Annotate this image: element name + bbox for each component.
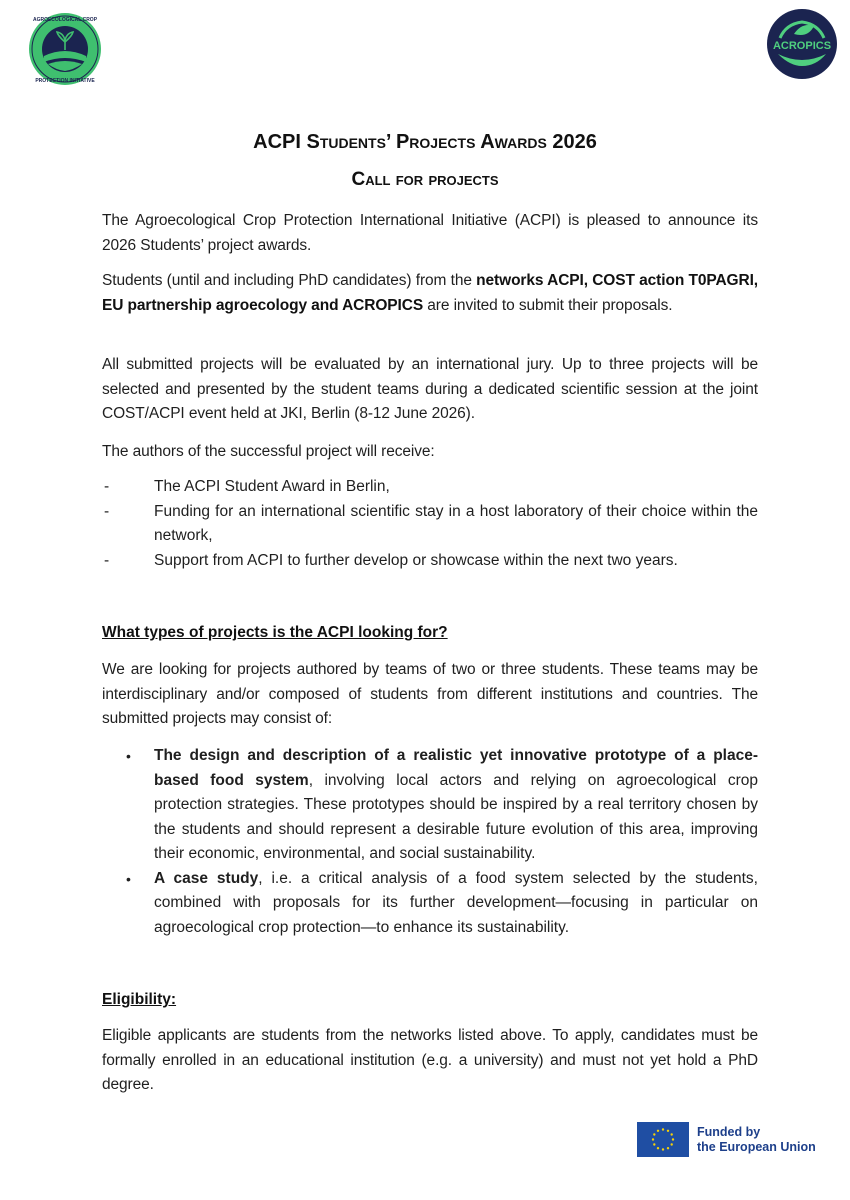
item-text: , i.e. a critical analysis of a food system selected by the students, combined with proposals for its further development—focusing in particular on agroecological crop protection—to enhance its sustainability.: [154, 869, 758, 936]
funding-line: the European Union: [697, 1139, 816, 1154]
dash-marker: -: [104, 478, 110, 495]
list-item: [102, 475, 758, 500]
rewards-intro: The authors of the successful project will receive:: [102, 443, 435, 460]
list-item-text: The ACPI Student Award in Berlin,: [154, 478, 390, 495]
text: are invited to submit their proposals.: [423, 296, 673, 314]
section-heading-eligibility: Eligibility:: [102, 991, 177, 1008]
eu-funding-badge: [637, 1122, 816, 1157]
list-item: [102, 549, 758, 574]
leaf-hand-icon: [766, 8, 838, 80]
funding-line: Funded by: [697, 1124, 761, 1139]
section-heading-project-types: What types of projects is the ACPI looking for?: [102, 624, 448, 641]
title-part: 2026: [552, 131, 597, 153]
text: Students (until and including PhD candidates) from the: [102, 272, 477, 289]
list-item: [102, 500, 758, 549]
intro-paragraph: The Agroecological Crop Protection International Initiative (ACPI) is pleased to announce its 2026 Students’ project awards.: [102, 212, 758, 254]
eligible-networks-paragraph: [102, 269, 758, 318]
title-part: ACPI: [253, 131, 307, 153]
dash-marker: -: [104, 502, 110, 520]
networks-bold: networks ACPI, COST action T0PAGRI, EU partnership agroecology and ACROPICS: [102, 272, 758, 314]
project-types-list: [102, 744, 758, 940]
jury-paragraph: All submitted projects will be evaluated by an international jury. Up to three projects will be selected and presented by the student teams during a dedicated scientific session at the joint COST/ACPI event held at JKI, Berlin (8-12 June 2026).: [102, 356, 758, 422]
svg-text:ACROPICS: ACROPICS: [772, 40, 832, 52]
bullet-marker: •: [126, 748, 131, 764]
leaf-sprout-icon: [28, 12, 102, 86]
project-types-intro: We are looking for projects authored by teams of two or three students. These teams may be interdisciplinary and/or composed of students from different institutions and countries. The submitted projects may consist of:: [102, 661, 758, 727]
rewards-list: [102, 475, 758, 573]
acpi-initiative-logo: [28, 12, 102, 86]
list-item-text: Support from ACPI to further develop or showcase within the next two years.: [154, 551, 678, 569]
svg-text:PROTECTION INITIATIVE: PROTECTION INITIATIVE: [35, 78, 95, 84]
list-item-text: Funding for an international scientific stay in a host laboratory of their choice within the network,: [154, 502, 758, 544]
svg-text:AGROECOLOGICAL CROP: AGROECOLOGICAL CROP: [32, 17, 98, 23]
title-part: Projects: [395, 131, 481, 153]
bullet-marker: •: [126, 870, 131, 887]
eligibility-paragraph: Eligible applicants are students from the networks listed above. To apply, candidates must be formally enrolled in an educational institution (e.g. a university) and must not yet hold a PhD degree.: [102, 1027, 758, 1093]
dash-marker: -: [104, 551, 110, 569]
eu-funding-text: [697, 1125, 816, 1155]
acropics-logo: [766, 8, 838, 80]
document-subtitle: Call for projects: [351, 169, 499, 190]
title-part: Students’: [306, 131, 396, 153]
item-text: , involving local actors and relying on agroecological crop protection strategies. These prototypes should be inspired by a real territory chosen by the students and should represent a desirable future evolution of this area, improving their economic, environmental, and social sustainability.: [154, 771, 758, 862]
list-item: [102, 867, 758, 941]
document-title: [0, 131, 850, 154]
eu-flag-icon: [637, 1122, 689, 1157]
list-item: [102, 744, 758, 867]
item-title: A case study: [154, 869, 259, 887]
title-part: Awards: [480, 131, 553, 153]
item-title: The design and description of a realistic yet innovative prototype of a place-based food system: [154, 747, 758, 789]
